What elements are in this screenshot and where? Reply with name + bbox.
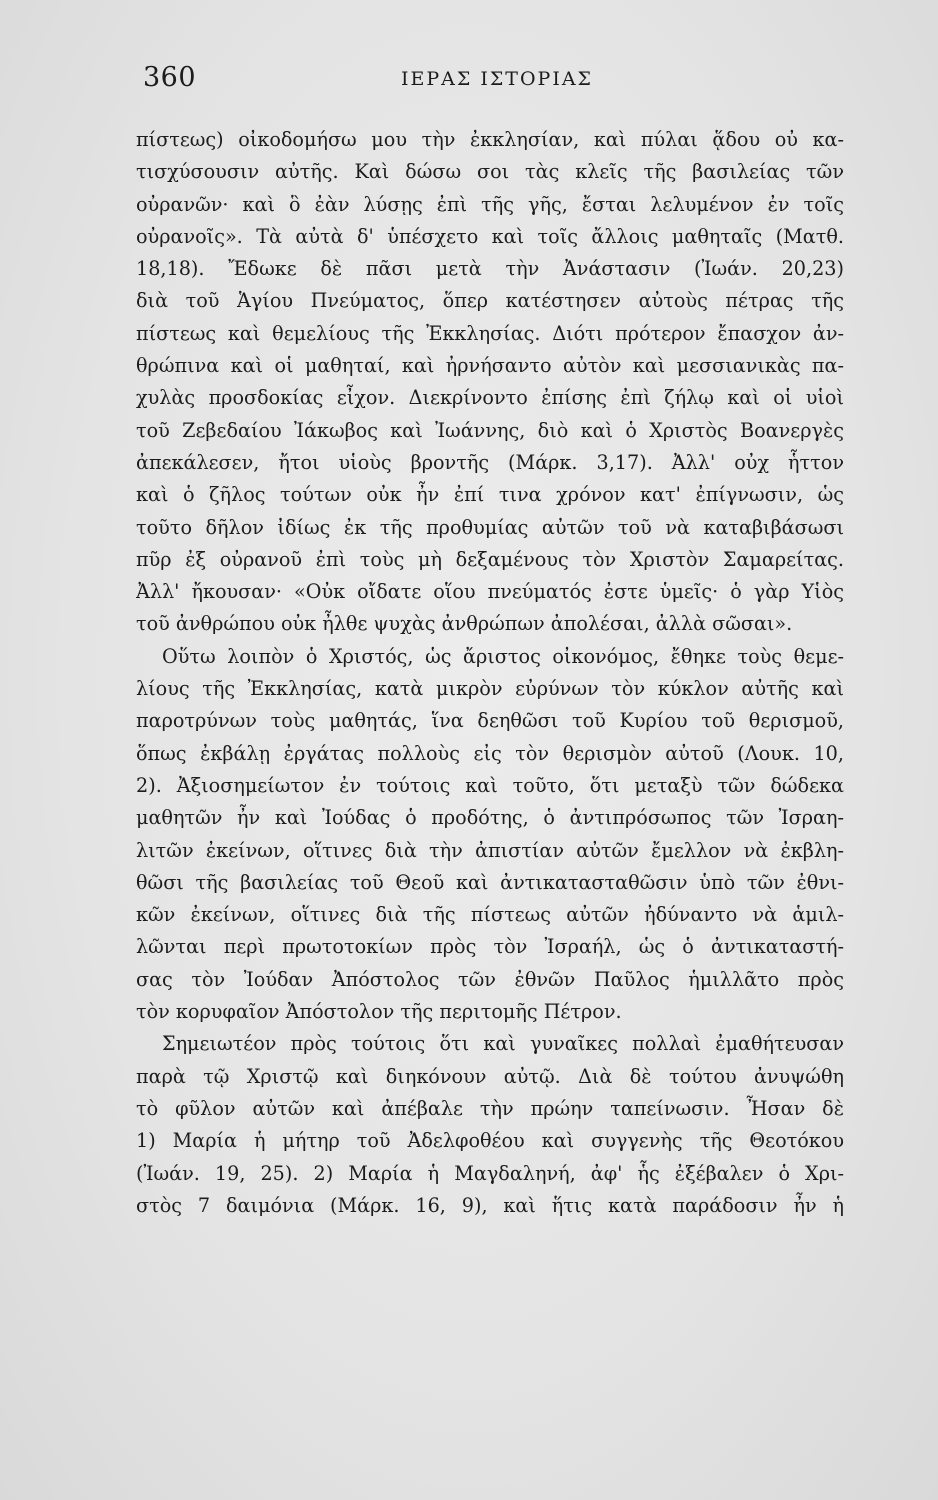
text-line: ὅπως ἐκβάλῃ ἐργάτας πολλοὺς εἰς τὸν θερισμὸν αὐτοῦ (Λουκ. 10, bbox=[136, 741, 844, 765]
text-line: 1) Μαρία ἡ μήτηρ τοῦ Ἀδελφοθέου καὶ συγγενὴς τῆς Θεοτόκου bbox=[136, 1129, 844, 1153]
paragraph-start-line: Σημειωτέον πρὸς τούτοις ὅτι καὶ γυναῖκες πολλαὶ ἐμαθήτευσαν bbox=[162, 1032, 844, 1056]
paragraph-start-line: Οὕτω λοιπὸν ὁ Χριστός, ὡς ἄριστος οἰκονόμος, ἔθηκε τοὺς θεμε- bbox=[162, 644, 844, 668]
text-line: λῶνται περὶ πρωτοτοκίων πρὸς τὸν Ἰσραήλ, ὡς ὁ ἀντικαταστή- bbox=[136, 935, 844, 959]
text-line: καὶ ὁ ζῆλος τούτων οὐκ ἦν ἐπί τινα χρόνον κατ' ἐπίγνωσιν, ὡς bbox=[136, 483, 844, 507]
text-line: θῶσι τῆς βασιλείας τοῦ Θεοῦ καὶ ἀντικατασταθῶσιν ὑπὸ τῶν ἐθνι- bbox=[136, 870, 844, 894]
body-text bbox=[136, 124, 844, 1222]
page-header bbox=[143, 62, 843, 102]
running-title: ΙΕΡΑΣ ΙΣΤΟΡΙΑΣ bbox=[401, 68, 593, 90]
text-line: οὐρανοῖς». Τὰ αὐτὰ δ' ὑπέσχετο καὶ τοῖς ἄλλοις μαθηταῖς (Ματθ. bbox=[136, 224, 844, 248]
text-line: κῶν ἐκείνων, οἵτινες διὰ τῆς πίστεως αὐτῶν ἠδύναντο νὰ ἁμιλ- bbox=[136, 903, 844, 927]
text-line: τοῦ ἀνθρώπου οὐκ ἦλθε ψυχὰς ἀνθρώπων ἀπολέσαι, ἀλλὰ σῶσαι». bbox=[136, 612, 793, 636]
text-line: μαθητῶν ἦν καὶ Ἰούδας ὁ προδότης, ὁ ἀντιπρόσωπος τῶν Ἰσραη- bbox=[136, 806, 844, 830]
page-number: 360 bbox=[143, 62, 197, 93]
text-line: τὸν κορυφαῖον Ἀπόστολον τῆς περιτομῆς Πέτρον. bbox=[136, 1000, 622, 1024]
text-line: οὐρανῶν· καὶ ὃ ἐὰν λύσῃς ἐπὶ τῆς γῆς, ἔσται λελυμένον ἐν τοῖς bbox=[136, 192, 844, 216]
text-line: Ἀλλ' ἤκουσαν· «Οὐκ οἴδατε οἵου πνεύματός ἐστε ὑμεῖς· ὁ γὰρ Υἱὸς bbox=[136, 580, 844, 604]
text-line: παροτρύνων τοὺς μαθητάς, ἵνα δεηθῶσι τοῦ Κυρίου τοῦ θερισμοῦ, bbox=[136, 709, 844, 733]
text-line: λιτῶν ἐκείνων, οἵτινες διὰ τὴν ἀπιστίαν αὐτῶν ἔμελλον νὰ ἐκβλη- bbox=[136, 838, 844, 862]
text-line: ἀπεκάλεσεν, ἤτοι υἱοὺς βροντῆς (Μάρκ. 3,17). Ἀλλ' οὐχ ἧττον bbox=[136, 450, 844, 474]
text-line: τὸ φῦλον αὐτῶν καὶ ἀπέβαλε τὴν πρώην ταπείνωσιν. Ἦσαν δὲ bbox=[136, 1096, 844, 1120]
text-line: θρώπινα καὶ οἱ μαθηταί, καὶ ἠρνήσαντο αὐτὸν καὶ μεσσιανικὰς πα- bbox=[136, 354, 844, 378]
text-line: (Ἰωάν. 19, 25). 2) Μαρία ἡ Μαγδαληνή, ἀφ' ἧς ἐξέβαλεν ὁ Χρι- bbox=[136, 1161, 844, 1185]
text-line: στὸς 7 δαιμόνια (Μάρκ. 16, 9), καὶ ἥτις κατὰ παράδοσιν ἦν ἡ bbox=[136, 1193, 844, 1217]
text-line: τισχύσουσιν αὐτῆς. Καὶ δώσω σοι τὰς κλεῖς τῆς βασιλείας τῶν bbox=[136, 160, 844, 184]
text-line: πίστεως) οἰκοδομήσω μου τὴν ἐκκλησίαν, καὶ πύλαι ᾅδου οὐ κα- bbox=[136, 128, 844, 151]
text-line: τοῦτο δῆλον ἰδίως ἐκ τῆς προθυμίας αὐτῶν τοῦ νὰ καταβιβάσωσι bbox=[136, 515, 844, 539]
text-line: χυλὰς προσδοκίας εἶχον. Διεκρίνοντο ἐπίσης ἐπὶ ζήλῳ καὶ οἱ υἱοὶ bbox=[136, 386, 844, 410]
text-line: διὰ τοῦ Ἁγίου Πνεύματος, ὅπερ κατέστησεν αὐτοὺς πέτρας τῆς bbox=[136, 289, 844, 313]
text-line: 18,18). Ἔδωκε δὲ πᾶσι μετὰ τὴν Ἀνάστασιν (Ἰωάν. 20,23) bbox=[136, 257, 844, 281]
text-line: 2). Ἀξιοσημείωτον ἐν τούτοις καὶ τοῦτο, ὅτι μεταξὺ τῶν δώδεκα bbox=[136, 773, 844, 797]
text-line: τοῦ Ζεβεδαίου Ἰάκωβος καὶ Ἰωάννης, διὸ καὶ ὁ Χριστὸς Βοανεργὲς bbox=[136, 418, 844, 442]
text-line: σας τὸν Ἰούδαν Ἀπόστολος τῶν ἐθνῶν Παῦλος ἡμιλλᾶτο πρὸς bbox=[136, 967, 844, 991]
text-line: πίστεως καὶ θεμελίους τῆς Ἐκκλησίας. Διότι πρότερον ἔπασχον ἀν- bbox=[136, 321, 844, 345]
text-line: πῦρ ἐξ οὐρανοῦ ἐπὶ τοὺς μὴ δεξαμένους τὸν Χριστὸν Σαμαρείτας. bbox=[136, 547, 844, 571]
text-line: λίους τῆς Ἐκκλησίας, κατὰ μικρὸν εὐρύνων τὸν κύκλον αὐτῆς καὶ bbox=[136, 677, 844, 701]
text-line: παρὰ τῷ Χριστῷ καὶ διηκόνουν αὐτῷ. Διὰ δὲ τούτου ἀνυψώθη bbox=[136, 1064, 844, 1088]
